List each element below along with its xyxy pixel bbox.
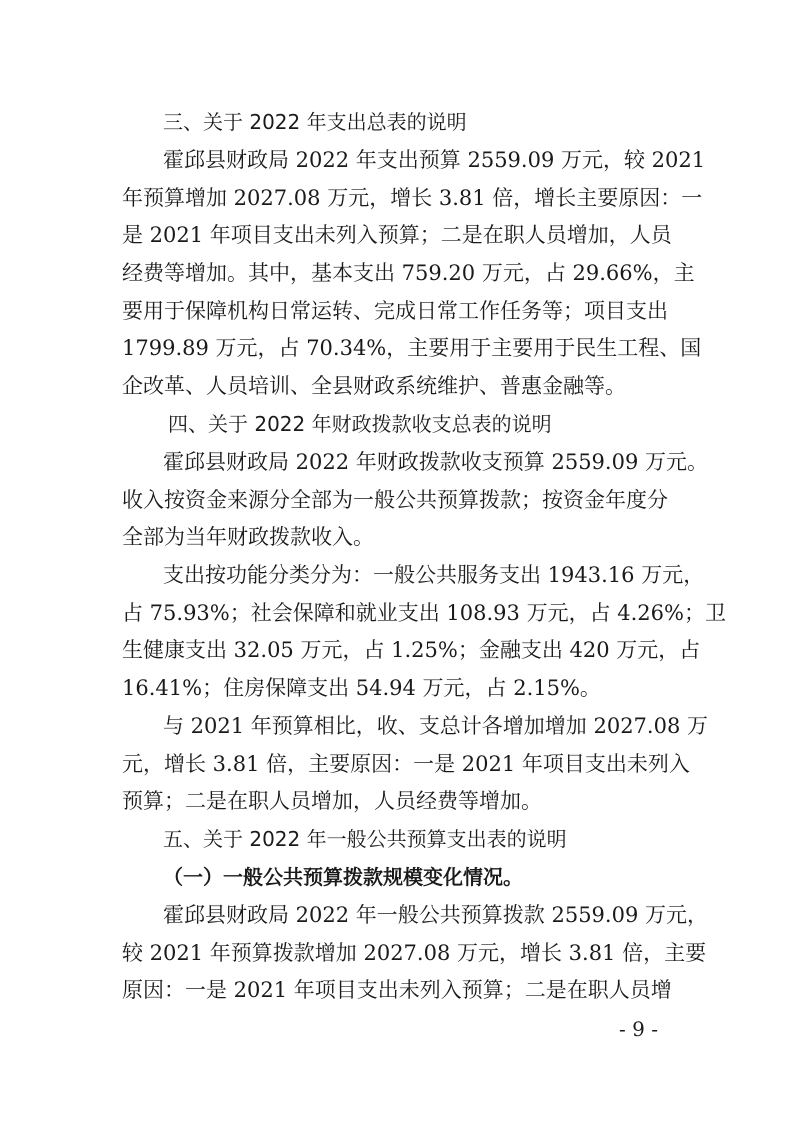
section-5-heading: 五、关于 2022 年一般公共预算支出表的说明 <box>163 827 567 851</box>
section-5-line-3: 原因：一是 2021 年项目支出未列入预算；二是在职人员增 <box>122 978 672 1002</box>
section-3-heading: 三、关于 2022 年支出总表的说明 <box>163 110 467 134</box>
section-3-line-3: 是 2021 年项目支出未列入预算；二是在职人员增加，人员 <box>122 223 672 247</box>
section-4-p2-line-2: 占 75.93%；社会保障和就业支出 108.93 万元，占 4.26%；卫 <box>122 601 726 625</box>
section-4-p2-line-4: 16.41%；住房保障支出 54.94 万元，占 2.15%。 <box>122 676 601 700</box>
section-3-line-4: 经费等增加。其中，基本支出 759.20 万元，占 29.66%，主 <box>122 261 695 285</box>
section-5-subheading: （一）一般公共预算拨款规模变化情况。 <box>163 865 523 889</box>
section-5-line-1: 霍邱县财政局 2022 年一般公共预算拨款 2559.09 万元， <box>163 903 708 927</box>
section-5-line-2: 较 2021 年预算拨款增加 2027.08 万元，增长 3.81 倍，主要 <box>122 941 707 965</box>
section-4-p3-line-3: 预算；二是在职人员增加，人员经费等增加。 <box>122 789 542 813</box>
section-3-line-5: 要用于保障机构日常运转、完成日常工作任务等；项目支出 <box>122 299 668 323</box>
section-3-line-7: 企改革、人员培训、全县财政系统维护、普惠金融等。 <box>122 374 626 398</box>
section-4-p2-line-1: 支出按功能分类分为：一般公共服务支出 1943.16 万元， <box>163 563 705 587</box>
section-4-p1-line-1: 霍邱县财政局 2022 年财政拨款收支预算 2559.09 万元。 <box>163 450 708 474</box>
section-3-line-1: 霍邱县财政局 2022 年支出预算 2559.09 万元，较 2021 <box>163 148 706 172</box>
section-4-p1-line-3: 全部为当年财政拨款收入。 <box>122 525 374 549</box>
page-number: - 9 - <box>619 1017 658 1041</box>
section-4-p3-line-1: 与 2021 年预算相比，收、支总计各增加增加 2027.08 万 <box>163 714 708 738</box>
section-4-p1-line-2: 收入按资金来源分全部为一般公共预算拨款；按资金年度分 <box>122 488 668 512</box>
section-3-line-2: 年预算增加 2027.08 万元，增长 3.81 倍，增长主要原因：一 <box>122 186 703 210</box>
section-4-p3-line-2: 元，增长 3.81 倍，主要原因：一是 2021 年项目支出未列入 <box>122 752 690 776</box>
section-4-heading: 四、关于 2022 年财政拨款收支总表的说明 <box>168 412 552 436</box>
section-4-p2-line-3: 生健康支出 32.05 万元，占 1.25%；金融支出 420 万元，占 <box>122 638 701 662</box>
section-3-line-6: 1799.89 万元，占 70.34%，主要用于主要用于民生工程、国 <box>122 336 702 360</box>
